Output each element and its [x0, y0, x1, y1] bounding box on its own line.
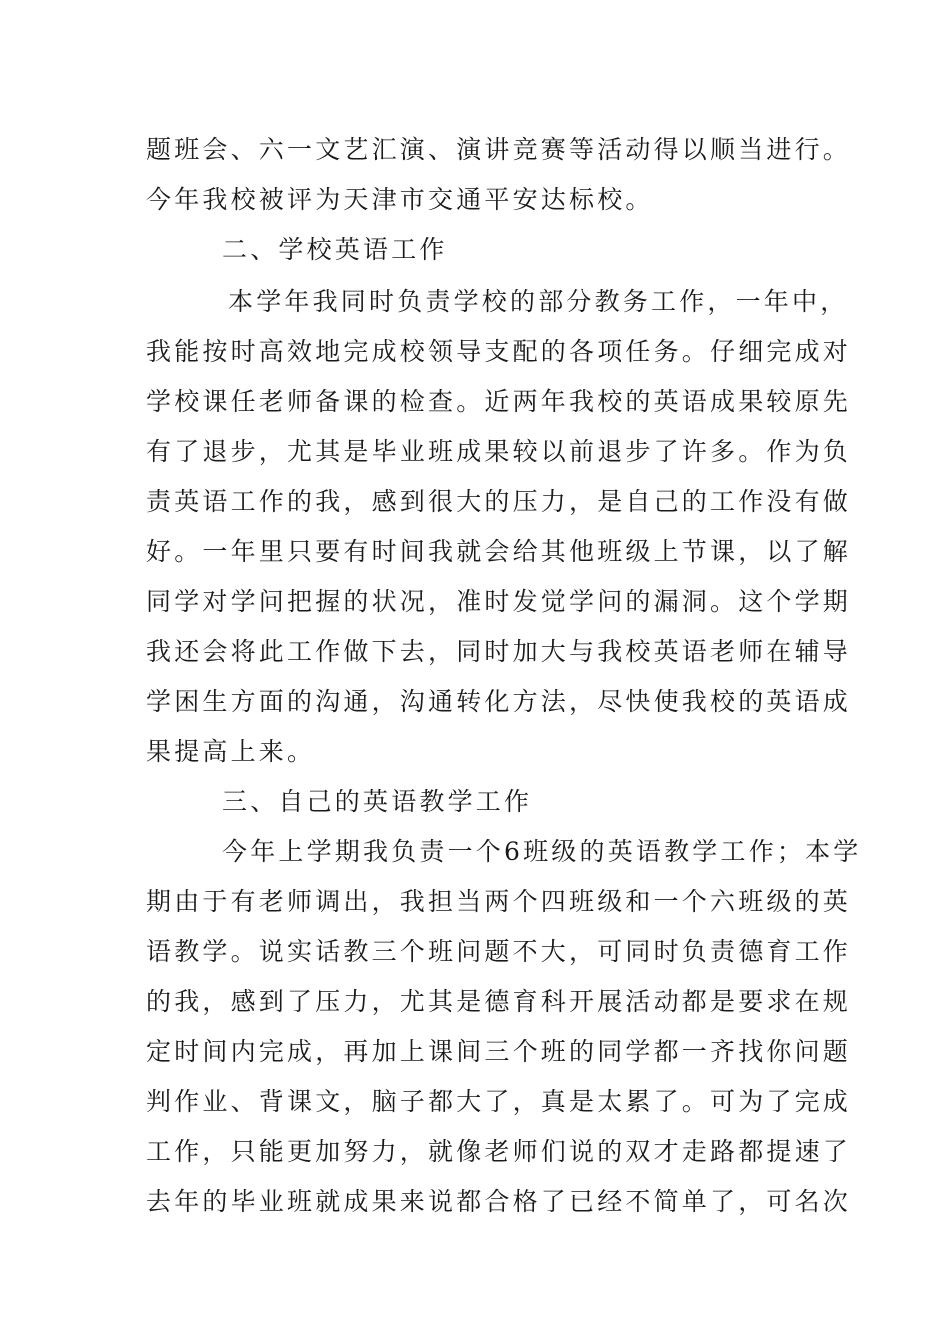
paragraph-line: 我能按时高效地完成校领导支配的各项任务。仔细完成对: [146, 337, 852, 366]
paragraph-line: 本学年我同时负责学校的部分教务工作，一年中，: [228, 287, 849, 316]
paragraph-line: 题班会、六一文艺汇演、演讲竞赛等活动得以顺当进行。: [146, 135, 852, 164]
paragraph-line: 的我，感到了压力，尤其是德育科开展活动都是要求在规: [146, 987, 852, 1016]
paragraph-line: 工作，只能更加努力，就像老师们说的双才走路都提速了: [146, 1137, 852, 1166]
paragraph-line: 我还会将此工作做下去，同时加大与我校英语老师在辅导: [146, 637, 852, 666]
paragraph-line: 期由于有老师调出，我担当两个四班级和一个六班级的英: [146, 887, 852, 916]
paragraph-line: 判作业、背课文，脑子都大了，真是太累了。可为了完成: [146, 1087, 852, 1116]
paragraph-line: 今年我校被评为天津市交通平安达标校。: [146, 185, 654, 214]
paragraph-line: 定时间内完成，再加上课间三个班的同学都一齐找你问题: [146, 1037, 852, 1066]
section-heading: 三、自己的英语教学工作: [222, 787, 533, 816]
paragraph-line: 责英语工作的我，感到很大的压力，是自己的工作没有做: [146, 487, 852, 516]
paragraph-line: 语教学。说实话教三个班问题不大，可同时负责德育工作: [146, 937, 852, 966]
paragraph-line: 有了退步，尤其是毕业班成果较以前退步了许多。作为负: [146, 437, 852, 466]
paragraph-line: 同学对学问把握的状况，准时发觉学问的漏洞。这个学期: [146, 587, 852, 616]
paragraph-line: 学困生方面的沟通，沟通转化方法，尽快使我校的英语成: [146, 687, 852, 716]
section-heading: 二、学校英语工作: [222, 235, 448, 264]
paragraph-line: 好。一年里只要有时间我就会给其他班级上节课，以了解: [146, 537, 852, 566]
paragraph-line: 学校课任老师备课的检查。近两年我校的英语成果较原先: [146, 387, 852, 416]
paragraph-line: 今年上学期我负责一个6班级的英语教学工作；本学: [222, 837, 862, 866]
paragraph-line: 去年的毕业班就成果来说都合格了已经不简单了，可名次: [146, 1187, 852, 1216]
paragraph-line: 果提高上来。: [146, 737, 316, 766]
